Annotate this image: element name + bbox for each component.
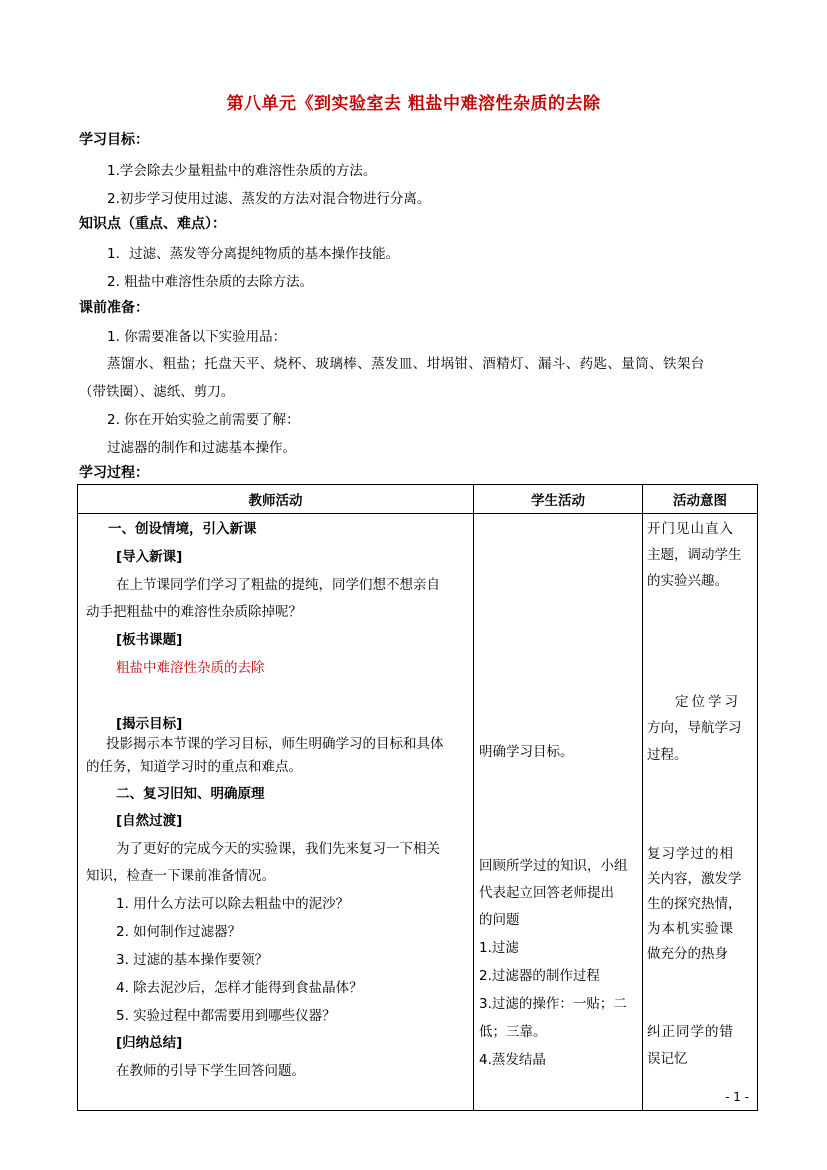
intent-4-line-2: 误记忆	[647, 1051, 688, 1067]
question-4: 4. 除去泥沙后，怎样才能得到食盐晶体？	[116, 980, 363, 996]
teacher-activity-cell	[78, 514, 474, 1111]
question-2: 2. 如何制作过滤器？	[116, 924, 242, 940]
goal-label: [揭示目标]	[116, 716, 183, 732]
objective-item-2: 2.初步学习使用过滤、蒸发的方法对混合物进行分离。	[107, 191, 431, 207]
student-activity-cell	[474, 514, 643, 1111]
summary-label: [归纳总结]	[116, 1035, 183, 1051]
board-topic: 粗盐中难溶性杂质的去除	[116, 660, 265, 676]
question-5: 5. 实验过程中都需要用到哪些仪器？	[116, 1008, 336, 1024]
materials-line-1: 蒸馏水、粗盐；托盘天平、烧杯、玻璃棒、蒸发皿、坩埚钳、酒精灯、漏斗、药匙、量筒、铁架台	[107, 356, 705, 372]
intro-label: [导入新课]	[116, 549, 183, 565]
intent-1-line-3: 的实验兴趣。	[647, 573, 728, 589]
question-3: 3. 过滤的基本操作要领？	[116, 952, 269, 968]
summary-text: 在教师的引导下学生回答问题。	[116, 1063, 305, 1079]
section-2-title: 二、复习旧知、明确原理	[116, 786, 265, 802]
objective-item-1: 1.学会除去少量粗盐中的难溶性杂质的方法。	[107, 163, 377, 179]
student-answer-1: 1.过滤	[479, 940, 519, 956]
preparation-item-1: 1. 你需要准备以下实验用品：	[107, 329, 287, 345]
header-teacher-activity: 教师活动	[78, 485, 474, 514]
section-1-title: 一、创设情境，引入新课	[108, 521, 257, 537]
intent-2-line-1: 定位学习	[675, 694, 741, 710]
transition-text-1: 为了更好的完成今天的实验课，我们先来复习一下相关	[116, 841, 440, 857]
intent-3-line-2: 关内容，激发学	[647, 871, 742, 887]
intro-text-2: 动手把粗盐中的难溶性杂质除掉呢？	[86, 604, 302, 620]
intro-text-1: 在上节课同学们学习了粗盐的提纯，同学们想不想亲自	[116, 577, 440, 593]
transition-label: [自然过渡]	[116, 813, 183, 829]
student-review-1: 回顾所学过的知识，小组	[479, 858, 628, 874]
header-activity-intent: 活动意图	[643, 485, 758, 514]
preparation-heading: 课前准备：	[79, 300, 149, 316]
intent-3-line-1: 复习学过的相	[647, 846, 734, 862]
student-review-3: 的问题	[479, 912, 520, 928]
board-label: [板书课题]	[116, 632, 183, 648]
intent-3-line-4: 为本机实验课	[647, 921, 734, 937]
student-review-2: 代表起立回答老师提出	[479, 885, 614, 901]
key-points-heading: 知识点（重点、难点）：	[79, 216, 226, 232]
activity-intent-cell	[643, 514, 758, 1111]
activity-table	[77, 484, 758, 1111]
goal-text-1: 投影揭示本节课的学习目标，师生明确学习的目标和具体	[106, 736, 444, 752]
preparation-item-2-detail: 过滤器的制作和过滤基本操作。	[107, 440, 296, 456]
student-answer-2: 2.过滤器的制作过程	[479, 968, 600, 984]
student-answer-3a: 3.过滤的操作：一贴；二	[479, 996, 627, 1012]
key-point-item-1: 1．过滤、蒸发等分离提纯物质的基本操作技能。	[107, 246, 400, 262]
student-answer-goals: 明确学习目标。	[479, 744, 574, 760]
question-1: 1. 用什么方法可以除去粗盐中的泥沙？	[116, 896, 350, 912]
intent-2-line-2: 方向，导航学习	[647, 720, 742, 736]
process-heading: 学习过程：	[79, 465, 149, 481]
intent-1-line-2: 主题，调动学生	[647, 547, 742, 563]
transition-text-2: 知识，检查一下课前准备情况。	[86, 868, 275, 884]
intent-3-line-3: 生的探究热情，	[647, 896, 742, 912]
student-answer-3b: 低；三靠。	[479, 1024, 547, 1040]
intent-1-line-1: 开门见山直入	[647, 521, 734, 537]
preparation-item-2: 2. 你在开始实验之前需要了解：	[107, 412, 300, 428]
goal-text-2: 的任务，知道学习时的重点和难点。	[86, 759, 302, 775]
key-point-item-2: 2. 粗盐中难溶性杂质的去除方法。	[107, 274, 314, 290]
page-number: - 1 -	[725, 1090, 749, 1104]
intent-4-line-1: 纠正同学的错	[647, 1024, 734, 1040]
student-answer-4: 4.蒸发结晶	[479, 1052, 546, 1068]
intent-2-line-3: 过程。	[647, 747, 688, 763]
materials-line-2: （带铁圈）、滤纸、剪刀。	[79, 384, 235, 400]
objectives-heading: 学习目标：	[79, 132, 149, 148]
header-student-activity: 学生活动	[474, 485, 643, 514]
intent-3-line-5: 做充分的热身	[647, 946, 728, 962]
document-title: 第八单元《到实验室去 粗盐中难溶性杂质的去除	[226, 94, 601, 114]
